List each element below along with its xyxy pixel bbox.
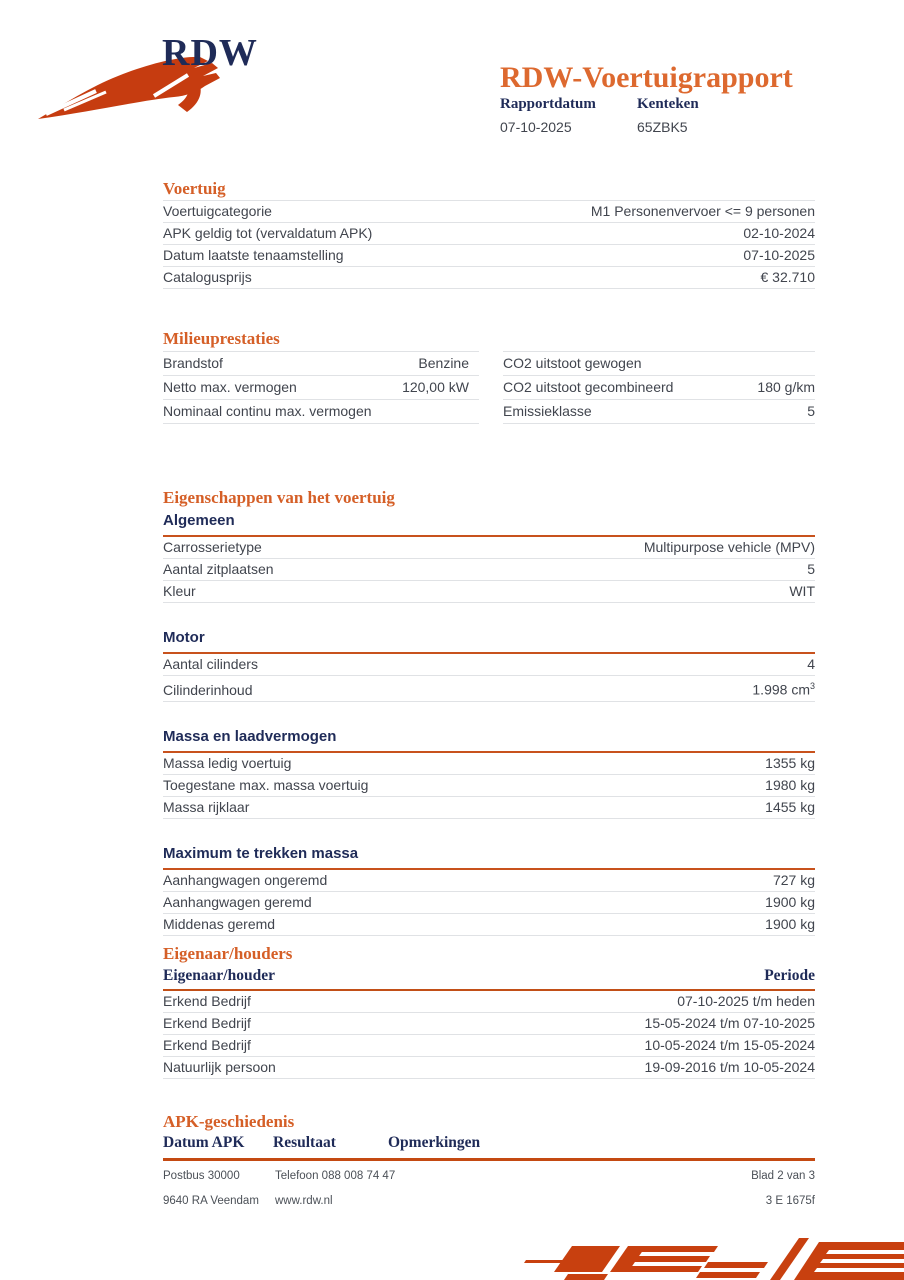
row-value: WIT: [789, 583, 815, 599]
row-label: Massa ledig voertuig: [163, 754, 292, 771]
row-label: CO2 uitstoot gewogen: [503, 355, 642, 371]
row-label: Nominaal continu max. vermogen: [163, 403, 372, 419]
row-value: 1900 kg: [765, 893, 815, 910]
row-value: M1 Personenvervoer <= 9 personen: [590, 203, 815, 219]
section-title: Milieuprestaties: [163, 329, 280, 348]
table-row: [163, 222, 815, 244]
row-label: Aantal cilinders: [163, 656, 258, 672]
speed-stripes-graphic-icon: [524, 1232, 904, 1280]
column-header-resultaat: Resultaat: [273, 1134, 336, 1151]
owner-table-header: [163, 967, 815, 991]
row-label: Voertuigcategorie: [163, 203, 272, 219]
section-title: Eigenaar/houders: [163, 944, 293, 963]
license-plate-block: [637, 96, 774, 135]
row-label: CO2 uitstoot gecombineerd: [503, 379, 674, 395]
footer-address-line1: Postbus 30000: [163, 1170, 240, 1182]
owner-name: Erkend Bedrijf: [163, 1037, 251, 1053]
table-row: [163, 753, 815, 775]
rdw-wordmark: RDW: [162, 32, 258, 74]
row-value: 1455 kg: [765, 798, 815, 815]
table-row: [163, 870, 815, 892]
table-row: [163, 375, 815, 399]
footer-phone: Telefoon 088 008 74 47: [275, 1170, 396, 1182]
row-value: 1355 kg: [765, 754, 815, 771]
owner-period: 07-10-2025 t/m heden: [677, 993, 815, 1009]
row-value: Multipurpose vehicle (MPV): [643, 539, 815, 555]
section-voertuig: [163, 180, 815, 289]
owner-period: 19-09-2016 t/m 10-05-2024: [644, 1059, 815, 1075]
owner-period: 10-05-2024 t/m 15-05-2024: [644, 1037, 815, 1053]
section-apk-geschiedenis: [163, 1113, 815, 1161]
footer-row: [163, 1170, 815, 1182]
row-value: 120,00 kW: [402, 379, 469, 395]
report-date-block: [500, 96, 637, 135]
table-cell: [503, 375, 815, 399]
subsection-massa: [163, 728, 815, 819]
row-label: Aantal zitplaatsen: [163, 561, 274, 577]
table-cell: [503, 399, 815, 424]
table-row: [163, 654, 815, 676]
report-date-value: 07-10-2025: [500, 119, 572, 135]
section-title: Voertuig: [163, 179, 226, 198]
row-value: 4: [807, 656, 815, 672]
table-row: [163, 892, 815, 914]
license-plate-label: Kenteken: [637, 96, 699, 112]
footer-website: www.rdw.nl: [275, 1195, 333, 1207]
page-footer: [163, 1170, 815, 1220]
row-label: Aanhangwagen geremd: [163, 893, 312, 910]
table-cell: [163, 351, 479, 375]
row-label: Brandstof: [163, 355, 223, 371]
row-value: 727 kg: [772, 871, 815, 888]
apk-table-header: [163, 1134, 815, 1161]
table-row: [163, 991, 815, 1013]
owner-name: Erkend Bedrijf: [163, 1015, 251, 1031]
table-row: [163, 1057, 815, 1079]
table-row: [163, 351, 815, 375]
table-row: [163, 266, 815, 288]
row-value: 180 g/km: [757, 379, 815, 395]
table-row: [163, 914, 815, 936]
table-row: [163, 537, 815, 559]
owner-name: Erkend Bedrijf: [163, 993, 251, 1009]
table-cell: [163, 399, 479, 424]
row-value: 1980 kg: [765, 776, 815, 793]
report-date-label: Rapportdatum: [500, 96, 596, 112]
row-value: 02-10-2024: [743, 225, 815, 241]
table-cell: [503, 351, 815, 375]
owner-period: 15-05-2024 t/m 07-10-2025: [644, 1015, 815, 1031]
table-row: [163, 399, 815, 424]
footer-address-line2: 9640 RA Veendam: [163, 1195, 259, 1207]
table-row: [163, 1013, 815, 1035]
report-meta: [500, 96, 774, 135]
subsection-trekken: [163, 845, 815, 936]
row-value: 5: [807, 403, 815, 419]
column-header-period: Periode: [764, 967, 815, 984]
row-value: 5: [807, 561, 815, 577]
subsection-title: Algemeen: [163, 512, 815, 537]
subsection-algemeen: [163, 512, 815, 603]
table-row: [163, 1035, 815, 1057]
section-title: Eigenschappen van het voertuig: [163, 488, 395, 507]
table-row: [163, 244, 815, 266]
row-label: Kleur: [163, 583, 196, 599]
column-header-datum-apk: Datum APK: [163, 1134, 245, 1151]
row-label: Catalogusprijs: [163, 269, 252, 285]
table-row: [163, 775, 815, 797]
table-row: [163, 200, 815, 222]
owner-name: Natuurlijk persoon: [163, 1059, 276, 1075]
row-label: Middenas geremd: [163, 915, 276, 932]
section-milieuprestaties: [163, 330, 815, 424]
row-label: APK geldig tot (vervaldatum APK): [163, 225, 373, 241]
subsection-title: Massa en laadvermogen: [163, 728, 815, 753]
table-row: [163, 676, 815, 702]
row-label: Toegestane max. massa voertuig: [163, 776, 369, 793]
row-value: Benzine: [418, 355, 469, 371]
row-label: Emissieklasse: [503, 403, 592, 419]
owner-table: [163, 991, 815, 1079]
footer-row: [163, 1195, 815, 1207]
row-label: Carrosserietype: [163, 539, 262, 555]
table-row: [163, 581, 815, 603]
footer-page-number: Blad 2 van 3: [751, 1170, 815, 1182]
row-label: Cilinderinhoud: [163, 681, 253, 698]
column-header-opmerkingen: Opmerkingen: [388, 1134, 481, 1151]
row-value: 1900 kg: [765, 915, 815, 932]
column-header-owner: Eigenaar/houder: [163, 967, 275, 984]
subsection-title: Motor: [163, 629, 815, 654]
table-row: [163, 797, 815, 819]
section-eigenschappen: [163, 489, 815, 936]
subsection-title: Maximum te trekken massa: [163, 845, 815, 870]
row-value: 1.998 $cm^3$: [752, 681, 815, 698]
voertuig-table: [163, 200, 815, 289]
superscript: 3: [809, 681, 815, 691]
section-eigenaar-houders: [163, 945, 815, 1079]
row-label: Netto max. vermogen: [163, 379, 297, 395]
row-label: Massa rijklaar: [163, 798, 250, 815]
license-plate-value: 65ZBK5: [637, 119, 688, 135]
footer-doc-code: 3 E 1675f: [765, 1195, 815, 1207]
milieu-table: [163, 351, 815, 424]
row-label: Datum laatste tenaamstelling: [163, 247, 344, 263]
subsection-motor: [163, 629, 815, 702]
page-title: RDW-Voertuigrapport: [500, 61, 793, 95]
row-value: 07-10-2025: [743, 247, 815, 263]
row-value: € 32.710: [760, 269, 815, 285]
section-title: APK-geschiedenis: [163, 1112, 295, 1131]
table-cell: [163, 375, 479, 399]
table-row: [163, 559, 815, 581]
row-label: Aanhangwagen ongeremd: [163, 871, 328, 888]
